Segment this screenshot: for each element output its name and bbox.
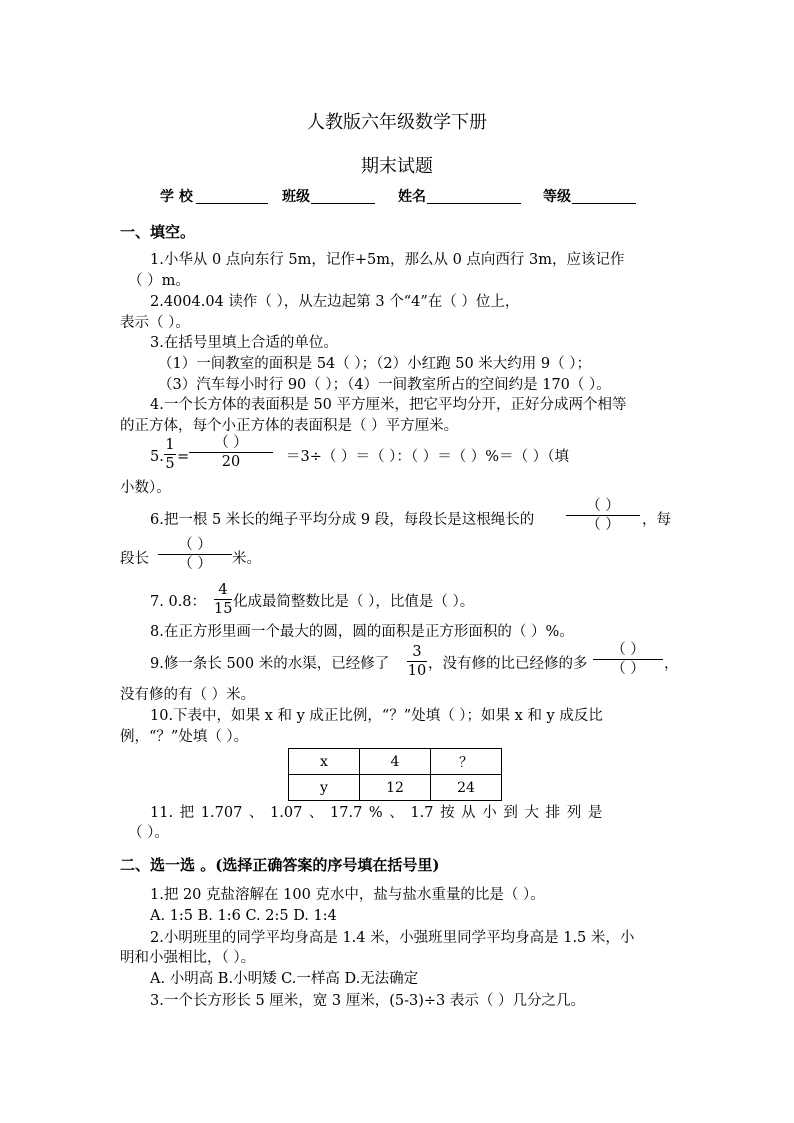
question-9-prefix: 9.修一条长 500 米的水渠，已经修了 bbox=[150, 656, 390, 672]
question-7-fraction bbox=[214, 581, 232, 618]
fraction-numerator: （ ） bbox=[178, 537, 212, 553]
fraction-denominator: 15 bbox=[214, 601, 233, 617]
fraction-numerator: 4 bbox=[218, 582, 228, 598]
fraction-numerator: （ ） bbox=[611, 642, 645, 658]
proportion-table bbox=[288, 748, 502, 801]
page-title: 人教版六年级数学下册 bbox=[307, 112, 487, 133]
school-label: 学 校 bbox=[160, 189, 193, 205]
question-6-fraction bbox=[566, 497, 640, 534]
name-blank[interactable] bbox=[427, 189, 521, 204]
question-2-line2: 表示（ ）。 bbox=[120, 315, 190, 331]
table-cell: x bbox=[289, 749, 360, 775]
question-4-line2: 的正方体，每个小正方体的表面积是（ ）平方厘米。 bbox=[120, 418, 459, 434]
section2-question-2-options: A. 小明高 B.小明矮 C.一样高 D.无法确定 bbox=[150, 971, 419, 987]
fraction-denominator: 5 bbox=[165, 456, 175, 472]
table-cell: 24 bbox=[431, 775, 502, 801]
question-6-line1: 6.把一根 5 米长的绳子平均分成 9 段，每段长是这根绳长的 bbox=[150, 512, 535, 528]
question-9-mid: ，没有修的比已经修的多 bbox=[428, 656, 588, 672]
name-label: 姓名 bbox=[398, 189, 426, 205]
question-9-fraction-1 bbox=[407, 643, 427, 680]
question-3-line1: （1）一间教室的面积是 54（ ）；（2）小红跑 50 米大约用 9（ ）； bbox=[158, 356, 591, 372]
class-blank[interactable] bbox=[311, 189, 375, 204]
question-5-fraction-1 bbox=[164, 436, 176, 473]
question-11-line2: （ ）。 bbox=[128, 825, 169, 841]
question-8: 8.在正方形里画一个最大的圆，圆的面积是正方形面积的（ ）%。 bbox=[150, 624, 574, 640]
grade-blank[interactable] bbox=[572, 189, 636, 204]
question-5-line2: 小数）。 bbox=[120, 480, 171, 496]
question-5-fraction-2 bbox=[189, 434, 273, 471]
section1-heading: 一、填空。 bbox=[120, 223, 196, 241]
question-10-line2: 例，“？”处填（ ）。 bbox=[120, 729, 249, 745]
table-cell: 4 bbox=[360, 749, 431, 775]
fraction-denominator: 10 bbox=[407, 663, 427, 679]
question-9-tail: ， bbox=[664, 656, 679, 672]
section2-question-2-line1: 2.小明班里的同学平均身高是 1.4 米，小强班里同学平均身高是 1.5 米，小 bbox=[150, 930, 635, 946]
section2-question-2-line2: 明和小强相比，（ ）。 bbox=[120, 950, 256, 966]
fraction-denominator: （ ） bbox=[586, 517, 620, 533]
fraction-denominator: （ ） bbox=[178, 556, 212, 572]
question-6-tail: ，每 bbox=[642, 512, 671, 528]
table-cell: 12 bbox=[360, 775, 431, 801]
question-3-line2: （3）汽车每小时行 90（ ）；（4）一间教室所占的空间约是 170（ ）。 bbox=[158, 377, 611, 393]
question-5-rest: ＝3÷（ ）＝（ ）：（ ）＝（ ）%＝（ ）（填 bbox=[286, 449, 569, 465]
question-6-line2-suffix: 米。 bbox=[232, 551, 261, 567]
question-6-fraction-2 bbox=[158, 536, 232, 573]
table-cell: ？ bbox=[431, 749, 502, 775]
question-5-equals: = bbox=[177, 449, 190, 465]
question-1-line1: 1.小华从 0 点向东行 5m，记作+5m，那么从 0 点向西行 3m，应该记作 bbox=[150, 252, 625, 268]
section2-question-3: 3.一个长方形长 5 厘米，宽 3 厘米，(5-3)÷3 表示（ ）几分之几。 bbox=[150, 993, 585, 1009]
question-9-line2: 没有修的有（ ）米。 bbox=[120, 687, 256, 703]
fraction-numerator: （ ） bbox=[586, 498, 620, 514]
table-cell: y bbox=[289, 775, 360, 801]
fraction-numerator: 1 bbox=[165, 437, 175, 453]
fraction-numerator: （ ） bbox=[214, 435, 248, 451]
section2-heading: 二、选一选 。(选择正确答案的序号填在括号里) bbox=[120, 856, 440, 874]
question-5-prefix: 5. bbox=[150, 449, 164, 465]
section2-question-1-options: A. 1:5 B. 1:6 C. 2:5 D. 1:4 bbox=[150, 908, 337, 924]
school-blank[interactable] bbox=[196, 189, 268, 204]
section2-question-1: 1.把 20 克盐溶解在 100 克水中，盐与盐水重量的比是（ ）。 bbox=[150, 887, 545, 903]
table-row bbox=[289, 775, 502, 801]
page-subtitle: 期末试题 bbox=[361, 156, 433, 177]
question-4-line1: 4.一个长方体的表面积是 50 平方厘米，把它平均分开，正好分成两个相等 bbox=[150, 397, 627, 413]
fraction-numerator: 3 bbox=[412, 644, 422, 660]
question-6-line2-prefix: 段长 bbox=[120, 551, 149, 567]
question-3: 3.在括号里填上合适的单位。 bbox=[150, 335, 338, 351]
grade-label: 等级 bbox=[543, 189, 571, 205]
question-7-rest: 化成最简整数比是（ ），比值是（ ）。 bbox=[233, 594, 475, 610]
question-1-line2: （ ）m。 bbox=[128, 273, 190, 289]
question-10-line1: 10.下表中，如果 x 和 y 成正比例，“？”处填（ ）；如果 x 和 y 成反比 bbox=[150, 708, 603, 724]
question-11-line1: 11. 把 1.707 、 1.07 、 17.7 % 、 1.7 按 从 小 到 大 排 列 是 bbox=[150, 805, 603, 821]
question-9-fraction-2 bbox=[593, 641, 663, 678]
question-2-line1: 2.4004.04 读作（ ），从左边起第 3 个“4”在（ ）位上， bbox=[150, 294, 520, 310]
table-row bbox=[289, 749, 502, 775]
fraction-denominator: 20 bbox=[221, 454, 241, 470]
question-7-prefix: 7. 0.8： bbox=[150, 594, 207, 610]
class-label: 班级 bbox=[282, 189, 310, 205]
fraction-denominator: （ ） bbox=[611, 661, 645, 677]
